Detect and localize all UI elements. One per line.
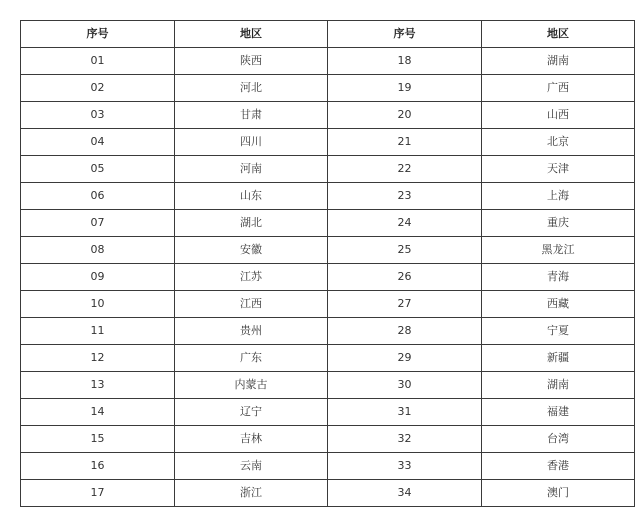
- cell-region-right: 湖南: [482, 48, 635, 75]
- cell-region-right: 西藏: [482, 291, 635, 318]
- cell-number-right: 21: [328, 129, 482, 156]
- cell-number-left: 02: [21, 75, 175, 102]
- cell-number-left: 04: [21, 129, 175, 156]
- cell-number-right: 18: [328, 48, 482, 75]
- table-row: [21, 264, 635, 291]
- cell-region-right: 宁夏: [482, 318, 635, 345]
- cell-number-right: 20: [328, 102, 482, 129]
- cell-region-left: 贵州: [175, 318, 328, 345]
- header-number-right: 序号: [328, 21, 482, 48]
- cell-region-right: 香港: [482, 453, 635, 480]
- cell-number-left: 13: [21, 372, 175, 399]
- cell-region-left: 安徽: [175, 237, 328, 264]
- table-row: [21, 345, 635, 372]
- cell-region-right: 黑龙江: [482, 237, 635, 264]
- cell-number-right: 28: [328, 318, 482, 345]
- cell-number-right: 25: [328, 237, 482, 264]
- cell-region-left: 四川: [175, 129, 328, 156]
- cell-number-left: 16: [21, 453, 175, 480]
- table-row: [21, 399, 635, 426]
- cell-number-left: 01: [21, 48, 175, 75]
- cell-region-right: 新疆: [482, 345, 635, 372]
- table-row: [21, 426, 635, 453]
- header-region-left: 地区: [175, 21, 328, 48]
- table-row: [21, 237, 635, 264]
- table-row: [21, 291, 635, 318]
- cell-number-left: 12: [21, 345, 175, 372]
- cell-number-right: 19: [328, 75, 482, 102]
- table-row: [21, 102, 635, 129]
- cell-number-right: 31: [328, 399, 482, 426]
- cell-region-left: 云南: [175, 453, 328, 480]
- cell-number-left: 11: [21, 318, 175, 345]
- cell-region-left: 吉林: [175, 426, 328, 453]
- table-row: [21, 183, 635, 210]
- cell-region-left: 甘肃: [175, 102, 328, 129]
- cell-region-left: 辽宁: [175, 399, 328, 426]
- cell-region-right: 湖南: [482, 372, 635, 399]
- cell-number-right: 26: [328, 264, 482, 291]
- cell-region-left: 河北: [175, 75, 328, 102]
- cell-region-right: 天津: [482, 156, 635, 183]
- region-table-container: [20, 20, 634, 507]
- cell-region-left: 广东: [175, 345, 328, 372]
- cell-region-right: 上海: [482, 183, 635, 210]
- cell-region-left: 陕西: [175, 48, 328, 75]
- cell-region-right: 山西: [482, 102, 635, 129]
- cell-number-right: 23: [328, 183, 482, 210]
- table-body: [21, 48, 635, 507]
- table-row: [21, 210, 635, 237]
- table-row: [21, 75, 635, 102]
- cell-region-left: 河南: [175, 156, 328, 183]
- cell-region-right: 澳门: [482, 480, 635, 507]
- cell-region-right: 广西: [482, 75, 635, 102]
- table-row: [21, 480, 635, 507]
- cell-region-right: 福建: [482, 399, 635, 426]
- cell-number-left: 10: [21, 291, 175, 318]
- cell-number-left: 05: [21, 156, 175, 183]
- cell-region-left: 内蒙古: [175, 372, 328, 399]
- table-row: [21, 318, 635, 345]
- cell-region-right: 重庆: [482, 210, 635, 237]
- table-row: [21, 48, 635, 75]
- cell-region-left: 浙江: [175, 480, 328, 507]
- table-row: [21, 129, 635, 156]
- cell-number-right: 32: [328, 426, 482, 453]
- table-row: [21, 156, 635, 183]
- header-region-right: 地区: [482, 21, 635, 48]
- table-row: [21, 372, 635, 399]
- cell-number-right: 33: [328, 453, 482, 480]
- cell-number-right: 24: [328, 210, 482, 237]
- cell-region-left: 山东: [175, 183, 328, 210]
- cell-region-right: 北京: [482, 129, 635, 156]
- cell-number-right: 22: [328, 156, 482, 183]
- cell-number-right: 29: [328, 345, 482, 372]
- cell-number-left: 06: [21, 183, 175, 210]
- cell-number-left: 17: [21, 480, 175, 507]
- cell-number-left: 14: [21, 399, 175, 426]
- region-table: [20, 20, 635, 507]
- cell-number-right: 30: [328, 372, 482, 399]
- cell-region-left: 江苏: [175, 264, 328, 291]
- cell-region-left: 湖北: [175, 210, 328, 237]
- cell-number-left: 09: [21, 264, 175, 291]
- cell-number-left: 15: [21, 426, 175, 453]
- cell-region-right: 青海: [482, 264, 635, 291]
- header-number-left: 序号: [21, 21, 175, 48]
- cell-number-left: 08: [21, 237, 175, 264]
- cell-number-right: 34: [328, 480, 482, 507]
- table-row: [21, 453, 635, 480]
- table-header-row: [21, 21, 635, 48]
- cell-number-left: 03: [21, 102, 175, 129]
- cell-number-left: 07: [21, 210, 175, 237]
- cell-region-left: 江西: [175, 291, 328, 318]
- cell-number-right: 27: [328, 291, 482, 318]
- cell-region-right: 台湾: [482, 426, 635, 453]
